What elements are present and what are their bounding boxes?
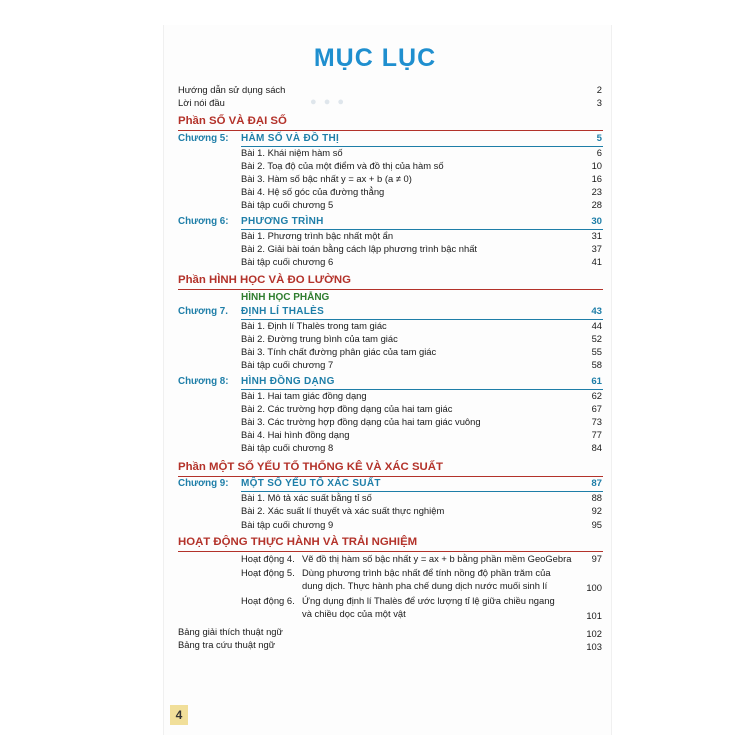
chapter-number: Chương 6: xyxy=(178,216,229,227)
toc-page: 44 xyxy=(591,320,602,331)
chapter-page: 87 xyxy=(591,478,602,489)
toc-page: 31 xyxy=(591,230,602,241)
toc-entry[interactable]: Bảng giải thích thuật ngữ xyxy=(178,626,283,637)
toc-entry-continued[interactable]: dung dịch. Thực hành pha chế dung dịch nước muối sinh lí xyxy=(302,580,548,591)
toc-page: 3 xyxy=(596,97,602,108)
toc-page: 100 xyxy=(586,582,602,593)
toc-entry[interactable]: Bài 2. Toạ độ của một điểm và đồ thị của hàm số xyxy=(241,160,444,171)
toc-page: 23 xyxy=(591,186,602,197)
chapter-title[interactable]: PHƯƠNG TRÌNH xyxy=(241,216,324,227)
chapter-number: Chương 9: xyxy=(178,478,229,489)
toc-entry[interactable]: Ứng dụng định lí Thalès để ước lượng tỉ lệ giữa chiều ngang xyxy=(302,595,555,606)
toc-page: 73 xyxy=(591,416,602,427)
chapter-title[interactable]: HÌNH ĐỒNG DẠNG xyxy=(241,376,335,387)
activity-number: Hoạt động 5. xyxy=(241,567,295,578)
toc-page: 52 xyxy=(591,333,602,344)
toc-entry[interactable]: Bài tập cuối chương 7 xyxy=(241,359,334,370)
toc-page: 16 xyxy=(591,173,602,184)
page-title: MỤC LỤC xyxy=(313,44,437,72)
toc-page: 6 xyxy=(596,147,602,158)
toc-entry[interactable]: Bài 1. Định lí Thalès trong tam giác xyxy=(241,320,387,331)
toc-entry[interactable]: Bài 3. Hàm số bậc nhất y = ax + b (a ≠ 0) xyxy=(241,173,412,184)
part-divider xyxy=(178,476,603,477)
chapter-page: 61 xyxy=(591,376,602,387)
page-number: 4 xyxy=(170,705,188,725)
toc-page: 88 xyxy=(591,492,602,503)
toc-page: 58 xyxy=(591,359,602,370)
toc-entry[interactable]: Bài 1. Phương trình bậc nhất một ẩn xyxy=(241,230,394,241)
toc-page: 95 xyxy=(591,519,602,530)
toc-page: 101 xyxy=(586,610,602,621)
chapter-number: Chương 8: xyxy=(178,376,229,387)
toc-entry[interactable]: Bài tập cuối chương 5 xyxy=(241,199,334,210)
toc-entry[interactable]: Bài 1. Mô tả xác suất bằng tỉ số xyxy=(241,492,372,503)
toc-page: 2 xyxy=(596,84,602,95)
toc-entry[interactable]: Bài 3. Tính chất đường phân giác của tam giác xyxy=(241,346,437,357)
toc-page: 37 xyxy=(591,243,602,254)
toc-entry[interactable]: Bài 1. Hai tam giác đồng dạng xyxy=(241,390,367,401)
toc-entry[interactable]: Bài tập cuối chương 9 xyxy=(241,519,334,530)
toc-page: 97 xyxy=(591,553,602,564)
part-heading: HOẠT ĐỘNG THỰC HÀNH VÀ TRẢI NGHIỆM xyxy=(178,536,418,548)
section-heading: HÌNH HỌC PHẲNG xyxy=(241,292,330,303)
toc-page: 62 xyxy=(591,390,602,401)
chapter-title[interactable]: HÀM SỐ VÀ ĐỒ THỊ xyxy=(241,133,340,144)
chapter-page: 5 xyxy=(596,133,602,144)
toc-entry[interactable]: Bài 2. Xác suất lí thuyết và xác suất thực nghiệm xyxy=(241,505,445,516)
toc-entry[interactable]: Bài tập cuối chương 8 xyxy=(241,442,334,453)
part-heading: Phần SỐ VÀ ĐẠI SỐ xyxy=(178,115,287,127)
toc-entry[interactable]: Bài 2. Các trường hợp đồng dạng của hai tam giác xyxy=(241,403,453,414)
toc-entry[interactable]: Bài 2. Giải bài toán bằng cách lập phương trình bậc nhất xyxy=(241,243,478,254)
chapter-title[interactable]: ĐỊNH LÍ THALÈS xyxy=(241,306,325,317)
chapter-page: 30 xyxy=(591,216,602,227)
toc-entry[interactable]: Bài 1. Khái niệm hàm số xyxy=(241,147,343,158)
toc-entry[interactable]: Bài 4. Hai hình đồng dạng xyxy=(241,429,350,440)
toc-entry-continued[interactable]: và chiều dọc của một vật xyxy=(302,608,406,619)
toc-entry[interactable]: Vẽ đồ thị hàm số bậc nhất y = ax + b bằng phần mềm GeoGebra xyxy=(302,553,572,564)
toc-entry[interactable]: Bài tập cuối chương 6 xyxy=(241,256,334,267)
toc-entry[interactable]: Lời nói đầu xyxy=(178,97,225,108)
toc-page: 84 xyxy=(591,442,602,453)
toc-entry[interactable]: Hướng dẫn sử dụng sách xyxy=(178,84,286,95)
activity-number: Hoạt động 4. xyxy=(241,553,295,564)
chapter-title[interactable]: MỘT SỐ YẾU TỐ XÁC SUẤT xyxy=(241,478,381,489)
part-heading: Phần MỘT SỐ YẾU TỐ THỐNG KÊ VÀ XÁC SUẤT xyxy=(178,461,443,473)
part-heading: Phần HÌNH HỌC VÀ ĐO LƯỜNG xyxy=(178,274,351,286)
chapter-number: Chương 5: xyxy=(178,133,229,144)
toc-page: 10 xyxy=(591,160,602,171)
part-divider xyxy=(178,289,603,290)
toc-page: 41 xyxy=(591,256,602,267)
toc-page: 28 xyxy=(591,199,602,210)
chapter-page: 43 xyxy=(591,306,602,317)
toc-entry[interactable]: Bài 4. Hệ số góc của đường thẳng xyxy=(241,186,385,197)
toc-page: 102 xyxy=(586,628,602,639)
toc-entry[interactable]: Dùng phương trình bậc nhất để tính nồng độ phần trăm của xyxy=(302,567,551,578)
toc-entry[interactable]: Bảng tra cứu thuật ngữ xyxy=(178,639,275,650)
toc-page: 55 xyxy=(591,346,602,357)
toc-page: 92 xyxy=(591,505,602,516)
toc-entry[interactable]: Bài 3. Các trường hợp đồng dạng của hai tam giác vuông xyxy=(241,416,481,427)
part-divider xyxy=(178,130,603,131)
watermark: ● ● ● xyxy=(310,96,347,108)
toc-page: 67 xyxy=(591,403,602,414)
toc-page: 103 xyxy=(586,641,602,652)
part-divider xyxy=(178,551,603,552)
activity-number: Hoạt động 6. xyxy=(241,595,295,606)
toc-entry[interactable]: Bài 2. Đường trung bình của tam giác xyxy=(241,333,398,344)
chapter-number: Chương 7. xyxy=(178,306,228,317)
toc-page: 77 xyxy=(591,429,602,440)
